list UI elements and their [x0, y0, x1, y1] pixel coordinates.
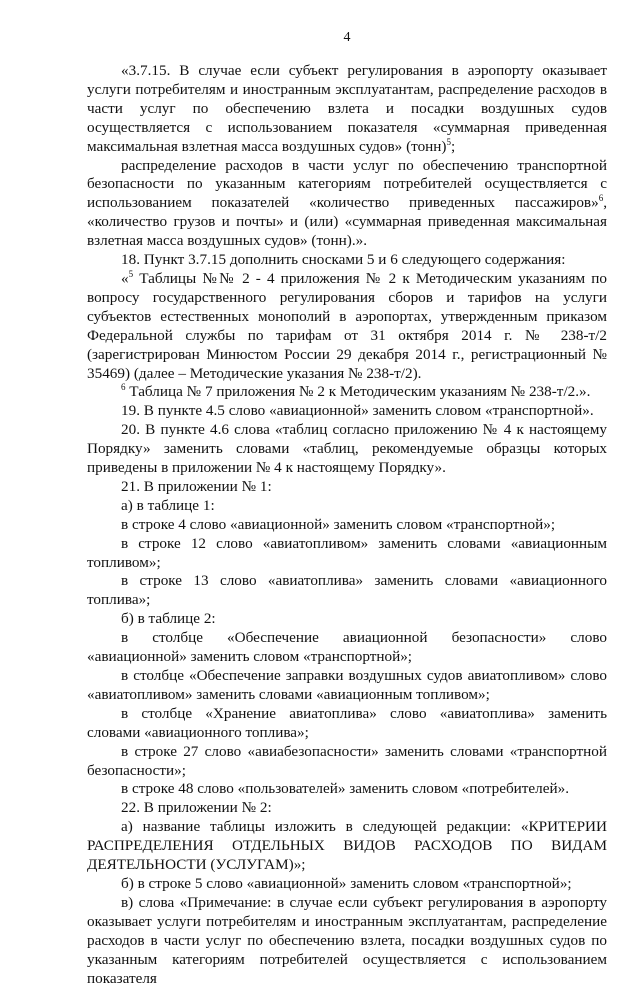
paragraph-3-7-15: «3.7.15. В случае если субъект регулирования в аэропорту оказывает услуги потребителям и иностранным эксплуатантам, распределение расходов в части услуг по обеспечению взлета и посадки воздушных судов осуществляется с использованием показателя «суммарная приведенная максимальная взлетная масса воздушных судов» (тонн)$^5$; [87, 62, 607, 155]
table2-column-security: в столбце «Обеспечение авиационной безопасности» слово «авиационной» заменить словом «транспортной»; [87, 629, 607, 666]
table2-row-27: в строке 27 слово «авиабезопасности» заменить словами «транспортной безопасности»; [87, 742, 607, 779]
subitem-a-table-1: а) в таблице 1: [121, 496, 215, 514]
subitem-b-table-2: б) в таблице 2: [121, 610, 216, 628]
footnote-mark-5: 5 [128, 268, 134, 279]
item-20: 20. В пункте 4.6 слова «таблиц согласно приложению № 4 к настоящему Порядку» заменить словами «таблиц, рекомендуемые образцы которых приведены в приложении № 4 к настоящему Порядку». [87, 421, 607, 477]
footnote-5-text: «$^5$ Таблицы №№ 2 - 4 приложения № 2 к Методическим указаниям по вопросу государственного регулирования сборов и тарифов на услуги субъектов естественных монополий в аэропортах, утвержденным приказом Федеральной службы по тарифам от 31 октября 2014 г. № 238-т/2 (зарегистрирован Минюстом России 29 декабря 2014 г., регистрационный № 35469) (далее – Методические указания № 238-т/2). [87, 268, 607, 382]
item-18: 18. Пункт 3.7.15 дополнить сносками 5 и 6 следующего содержания: [121, 251, 566, 269]
subitem-b-row-5: б) в строке 5 слово «авиационной» заменить словом «транспортной»; [121, 874, 572, 892]
table1-row-4: в строке 4 слово «авиационной» заменить словом «транспортной»; [121, 515, 556, 533]
item-22: 22. В приложении № 2: [121, 799, 272, 817]
paragraph-security-costs: распределение расходов в части услуг по обеспечению транспортной безопасности по указанным категориям потребителей осуществляется с использованием показателей «количество приведенных пассажиров»$^6$, «количество грузов и почты» и (или) «суммарная приведенная максимальная взлетная масса воздушных судов» (тонн).». [87, 156, 607, 250]
subitem-v-note: в) слова «Примечание: в случае если субъект регулирования в аэропорту оказывает услуги потребителям и иностранным эксплуатантам, распределение расходов в части услуг по обеспечению взлета, посадки воздушных судов по указанным категориям потребителей осуществляется с использованием показателя [87, 893, 607, 987]
item-21: 21. В приложении № 1: [121, 477, 272, 495]
table2-row-48: в строке 48 слово «пользователей» заменить словом «потребителей». [121, 780, 570, 798]
table1-row-13: в строке 13 слово «авиатоплива» заменить словами «авиационного топлива»; [87, 572, 607, 609]
table2-column-refueling: в столбце «Обеспечение заправки воздушных судов авиатопливом» слово «авиатопливом» заменить словами «авиационным топливом»; [87, 667, 607, 703]
footnote-ref-5: 5 [446, 136, 451, 147]
page-number: 4 [343, 30, 351, 45]
table1-row-12: в строке 12 слово «авиатопливом» заменить словами «авиационным топливом»; [87, 534, 607, 571]
item-19: 19. В пункте 4.5 слово «авиационной» заменить словом «транспортной». [121, 402, 594, 420]
footnote-6-text: $^6$ Таблица № 7 приложения № 2 к Методическим указаниям № 238-т/2.». [121, 382, 591, 401]
table2-column-storage: в столбце «Хранение авиатоплива» слово «авиатоплива» заменить словами «авиационного топлива»; [87, 704, 607, 741]
footnote-ref-6: 6 [598, 193, 604, 204]
footnote-mark-6: 6 [121, 382, 126, 393]
subitem-a-title: а) название таблицы изложить в следующей редакции: «КРИТЕРИИ РАСПРЕДЕЛЕНИЯ ОТДЕЛЬНЫХ ВИДОВ РАСХОДОВ ПО ВИДАМ ДЕЯТЕЛЬНОСТИ (УСЛУГАМ)»; [87, 818, 607, 874]
